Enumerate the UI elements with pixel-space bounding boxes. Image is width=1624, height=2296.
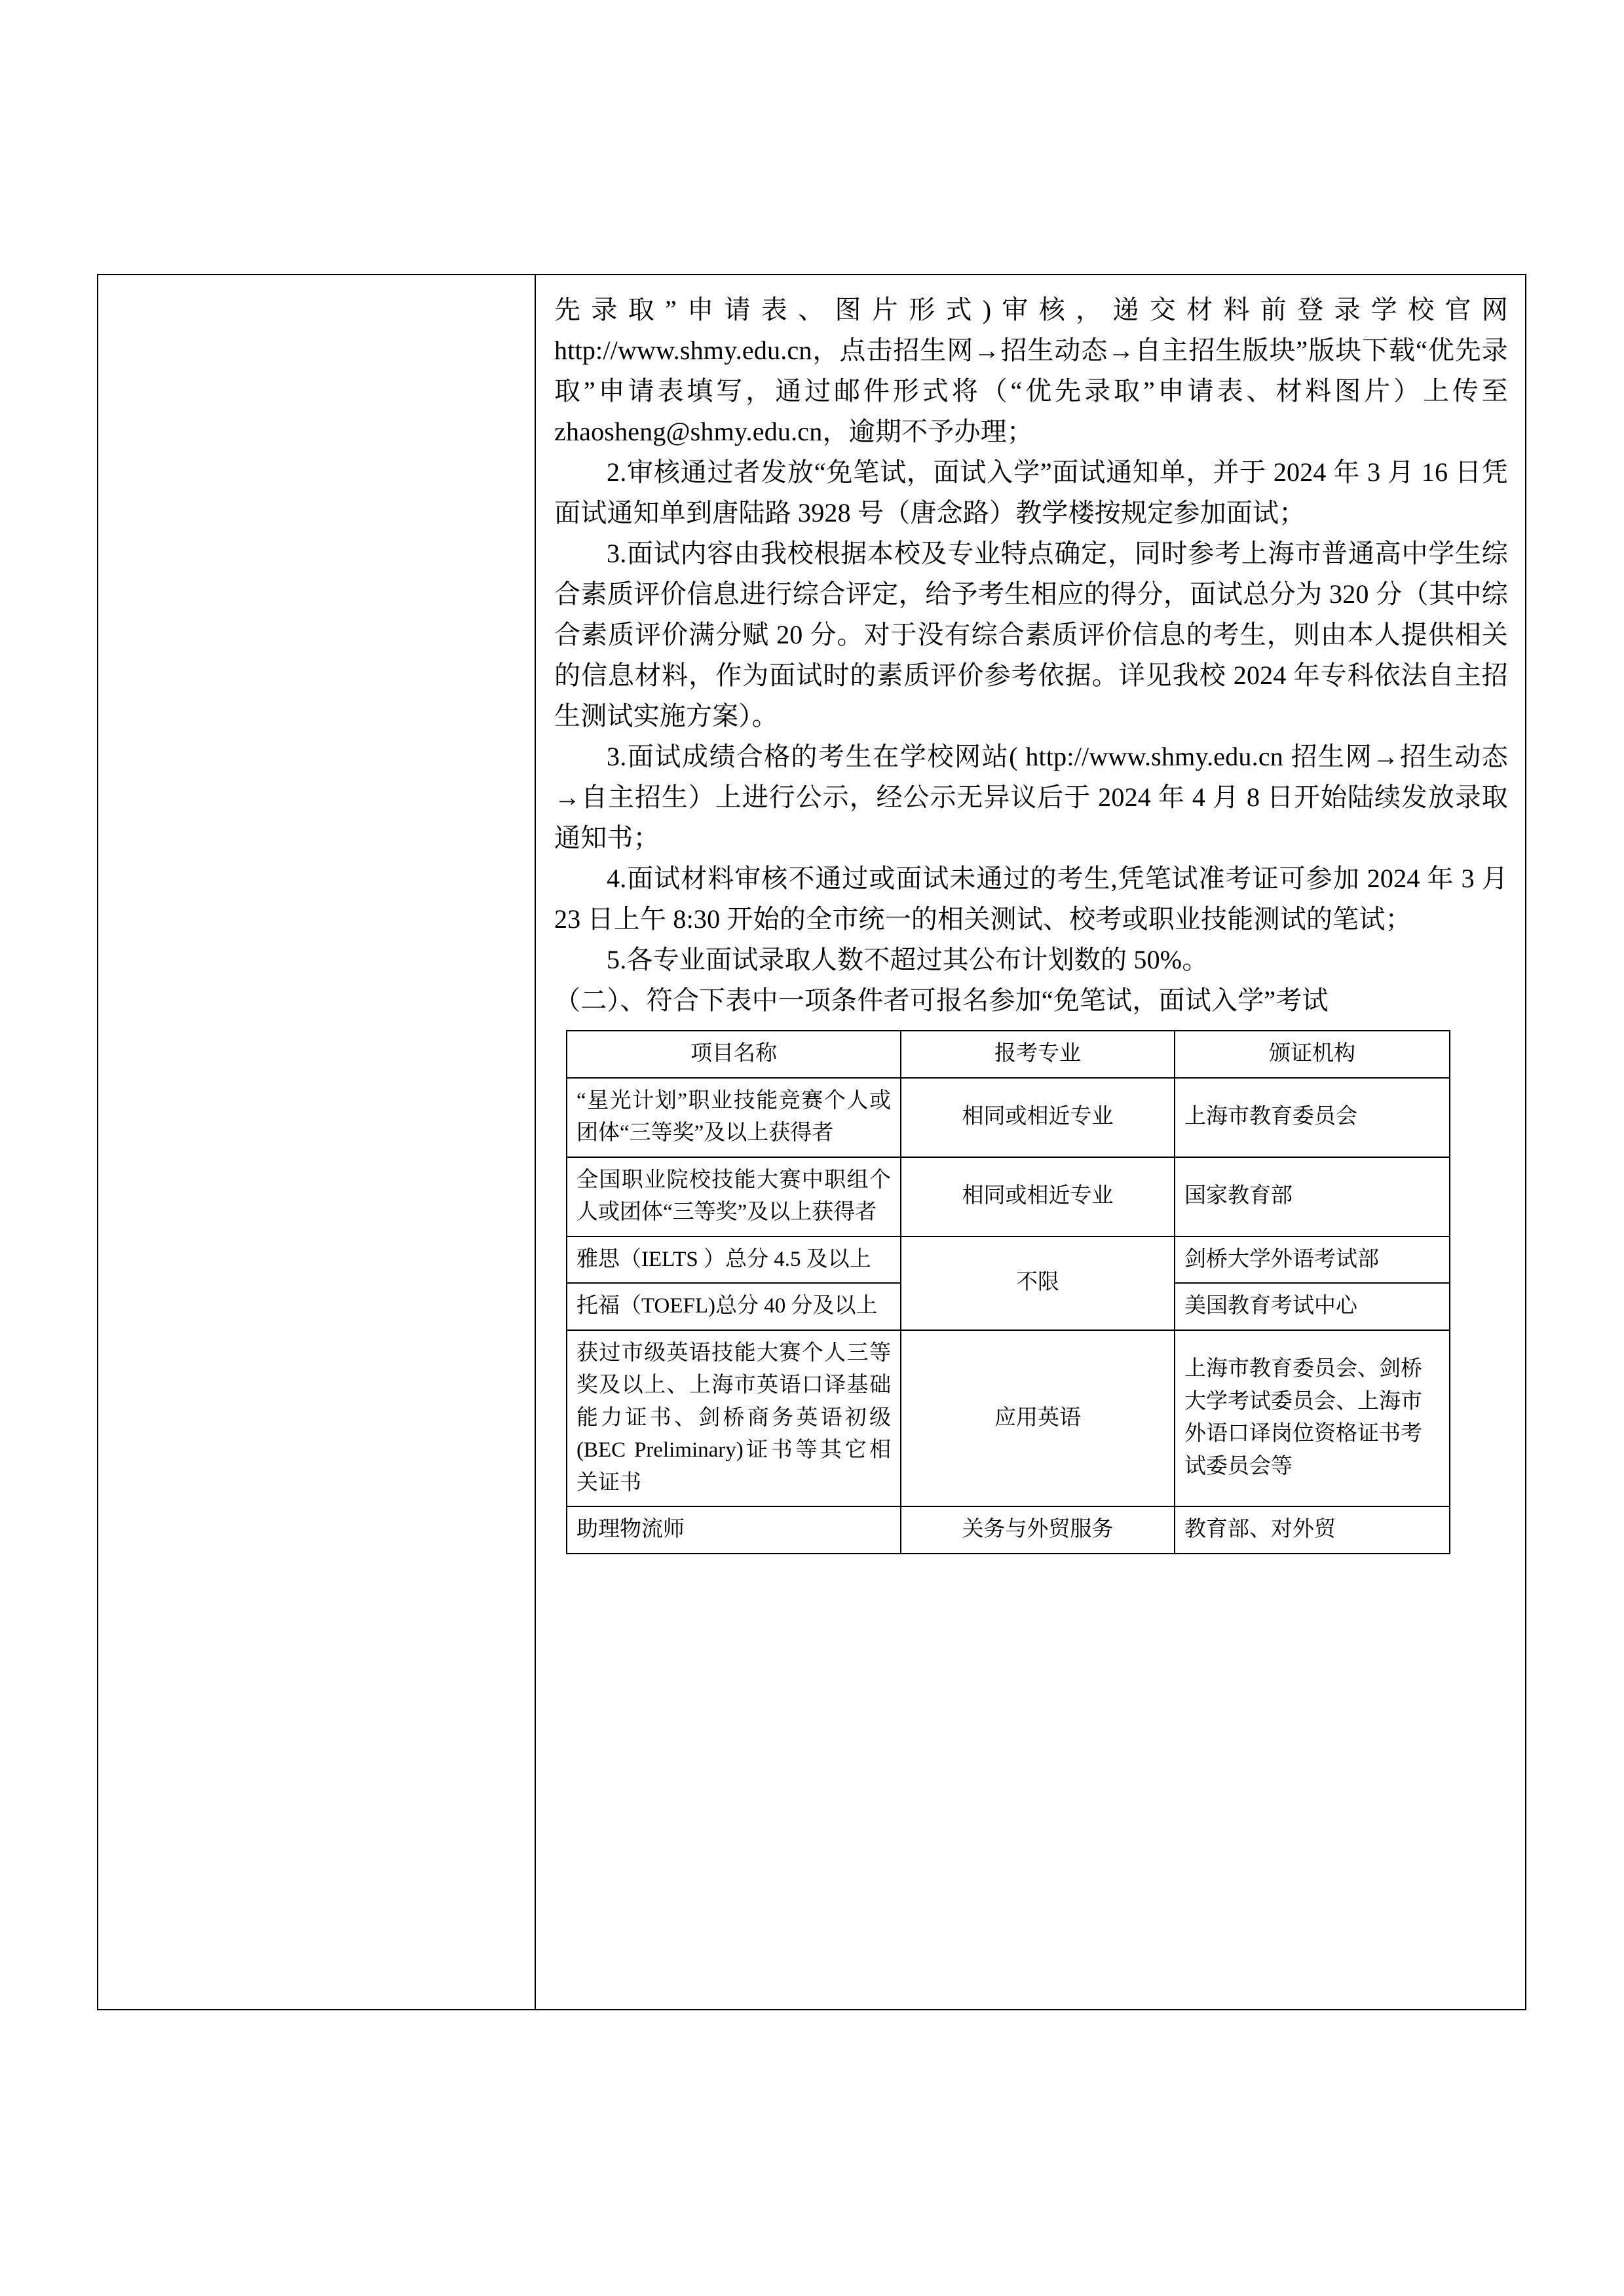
qualification-table: [566, 1030, 1450, 1554]
cell-project-name: 助理物流师: [567, 1506, 901, 1554]
cell-major: 相同或相近专业: [901, 1157, 1175, 1236]
paragraph-6: 5.各专业面试录取人数不超过其公布计划数的 50%。: [607, 945, 1209, 974]
table-row: [567, 1078, 1450, 1157]
column-header-major: 报考专业: [901, 1031, 1175, 1078]
cell-project-name: 托福（TOEFL)总分 40 分及以上: [567, 1283, 901, 1330]
table-header-row: [567, 1031, 1450, 1078]
cell-issuer: 剑桥大学外语考试部: [1175, 1236, 1450, 1284]
table-row: [567, 1506, 1450, 1554]
cell-project-name: “星光计划”职业技能竞赛个人或团体“三等奖”及以上获得者: [567, 1078, 901, 1157]
cell-major: 相同或相近专业: [901, 1078, 1175, 1157]
paragraph-4: 3.面试成绩合格的考生在学校网站( http://www.shmy.edu.cn 招生网→招生动态→自主招生）上进行公示，经公示无异议后于 2024 年 4 月 8 日开始陆续发放录取通知书；: [554, 742, 1508, 852]
cell-issuer: 美国教育考试中心: [1175, 1283, 1450, 1330]
column-header-issuer: 颁证机构: [1175, 1031, 1450, 1078]
table-row: [567, 1157, 1450, 1236]
content-frame: [97, 274, 1526, 2010]
cell-issuer: 上海市教育委员会、剑桥大学考试委员会、上海市外语口译岗位资格证书考试委员会等: [1175, 1330, 1450, 1507]
paragraph-7: （二）、符合下表中一项条件者可报名参加“免笔试，面试入学”考试: [554, 985, 1329, 1015]
paragraph-5: 4.面试材料审核不通过或面试未通过的考生,凭笔试准考证可参加 2024 年 3 月 23 日上午 8:30 开始的全市统一的相关测试、校考或职业技能测试的笔试；: [554, 864, 1508, 934]
cell-major: 不限: [901, 1236, 1175, 1330]
cell-project-name: 全国职业院校技能大赛中职组个人或团体“三等奖”及以上获得者: [567, 1157, 901, 1236]
table-row: [567, 1236, 1450, 1284]
cell-issuer: 上海市教育委员会: [1175, 1078, 1450, 1157]
right-content-column: [536, 275, 1525, 2009]
left-empty-column: [98, 275, 536, 2009]
cell-issuer: 国家教育部: [1175, 1157, 1450, 1236]
paragraph-1: 先录取”申请表、图片形式)审核，递交材料前登录学校官网http://www.shmy.edu.cn，点击招生网→招生动态→自主招生版块”版块下载“优先录取”申请表填写，通过邮件形式将（“优先录取”申请表、材料图片）上传至 zhaosheng@shmy.edu.cn，逾期不予办理；: [554, 295, 1508, 446]
cell-major: 关务与外贸服务: [901, 1506, 1175, 1554]
paragraph-2: 2.审核通过者发放“免笔试，面试入学”面试通知单，并于 2024 年 3 月 16 日凭面试通知单到唐陆路 3928 号（唐念路）教学楼按规定参加面试；: [554, 457, 1508, 527]
paragraph-3: 3.面试内容由我校根据本校及专业特点确定，同时参考上海市普通高中学生综合素质评价信息进行综合评定，给予考生相应的得分，面试总分为 320 分（其中综合素质评价满分赋 20 分。对于没有综合素质评价信息的考生，则由本人提供相关的信息材料，作为面试时的素质评价参考依据。详见我校 2024 年专科依法自主招生测试实施方案）。: [554, 539, 1508, 731]
cell-project-name: 雅思（IELTS ）总分 4.5 及以上: [567, 1236, 901, 1284]
cell-project-name: 获过市级英语技能大赛个人三等奖及以上、上海市英语口译基础能力证书、剑桥商务英语初级(BEC Preliminary)证书等其它相关证书: [567, 1330, 901, 1507]
table-row: [567, 1330, 1450, 1507]
cell-major: 应用英语: [901, 1330, 1175, 1507]
column-header-project-name: 项目名称: [567, 1031, 901, 1078]
cell-issuer: 教育部、对外贸: [1175, 1506, 1450, 1554]
